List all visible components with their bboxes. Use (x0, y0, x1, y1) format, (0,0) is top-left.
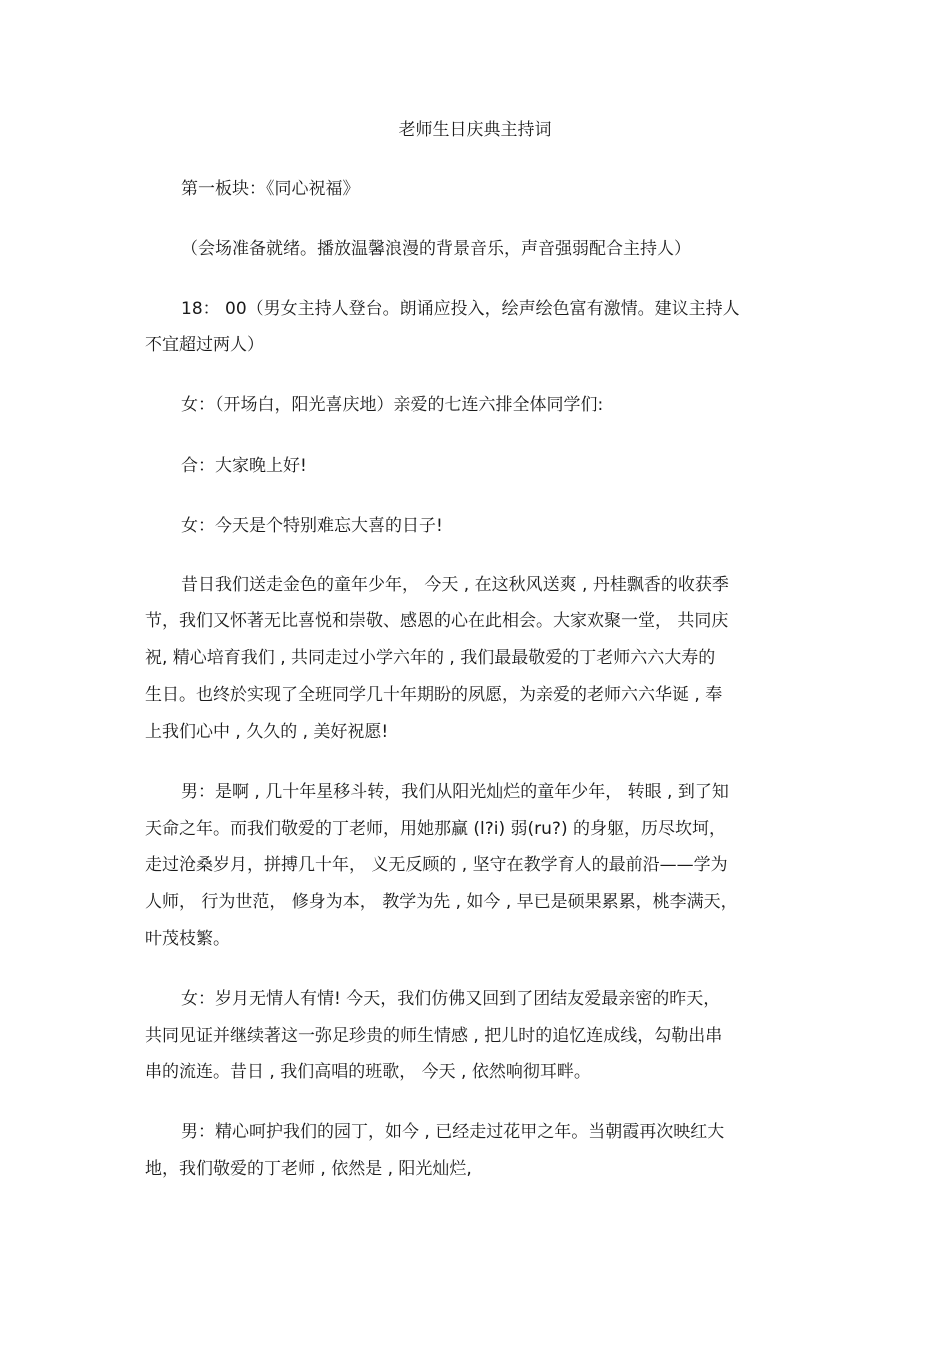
paragraph-line: 18： 00（男女主持人登台。朗诵应投入，绘声绘色富有激情。建议主持人 (181, 299, 740, 319)
paragraph-line: 人师， 行为世范， 修身为本， 教学为先 , 如今 , 早已是硕果累累，桃李满天， (145, 892, 738, 912)
paragraph-line: 共同见证并继续著这一弥足珍贵的师生情感 , 把儿时的追忆连成线，勾勒出串 (145, 1026, 723, 1046)
dialogue-line: 女：（开场白，阳光喜庆地）亲爱的七连六排全体同学们: (181, 395, 604, 415)
section-heading: 第一板块：《同心祝福》 (181, 179, 360, 199)
paragraph-line: 祝, 精心培育我们 , 共同走过小学六年的 , 我们最最敬爱的丁老师六六大寿的 (145, 648, 716, 668)
paragraph-line: 女：岁月无情人有情! 今天，我们仿佛又回到了团结友爱最亲密的昨天， (181, 989, 721, 1009)
dialogue-line: 合：大家晚上好! (181, 456, 307, 476)
paragraph-line: 串的流连。昔日 , 我们高唱的班歌， 今天 , 依然响彻耳畔。 (145, 1062, 591, 1082)
paragraph-line: 不宜超过两人） (145, 335, 264, 355)
paragraph-line: 男：精心呵护我们的园丁，如今 , 已经走过花甲之年。当朝霞再次映红大 (181, 1122, 725, 1142)
paragraph-line: 男：是啊 , 几十年星移斗转，我们从阳光灿烂的童年少年， 转眼 , 到了知 (181, 782, 729, 802)
paragraph-line: 昔日我们送走金色的童年少年， 今天 , 在这秋风送爽 , 丹桂飘香的收获季 (181, 575, 729, 595)
paragraph-line: 生日。也终於实现了全班同学几十年期盼的夙愿，为亲爱的老师六六华诞 , 奉 (145, 685, 723, 705)
document-title: 老师生日庆典主持词 (398, 120, 552, 140)
stage-direction: （会场准备就绪。播放温馨浪漫的背景音乐，声音强弱配合主持人） (181, 239, 691, 259)
paragraph-line: 地，我们敬爱的丁老师 , 依然是 , 阳光灿烂, (145, 1159, 472, 1179)
paragraph-line: 叶茂枝繁。 (145, 929, 230, 949)
paragraph-line: 上我们心中 , 久久的 , 美好祝愿! (145, 722, 389, 742)
dialogue-line: 女：今天是个特别难忘大喜的日子! (181, 516, 443, 536)
paragraph-line: 天命之年。而我们敬爱的丁老师，用她那赢 (l?i) 弱(ru?) 的身躯，历尽坎坷， (145, 819, 726, 839)
paragraph-line: 节，我们又怀著无比喜悦和崇敬、感恩的心在此相会。大家欢聚一堂， 共同庆 (145, 611, 729, 631)
paragraph-line: 走过沧桑岁月，拼搏几十年， 义无反顾的 , 坚守在教学育人的最前沿——学为 (145, 855, 728, 875)
